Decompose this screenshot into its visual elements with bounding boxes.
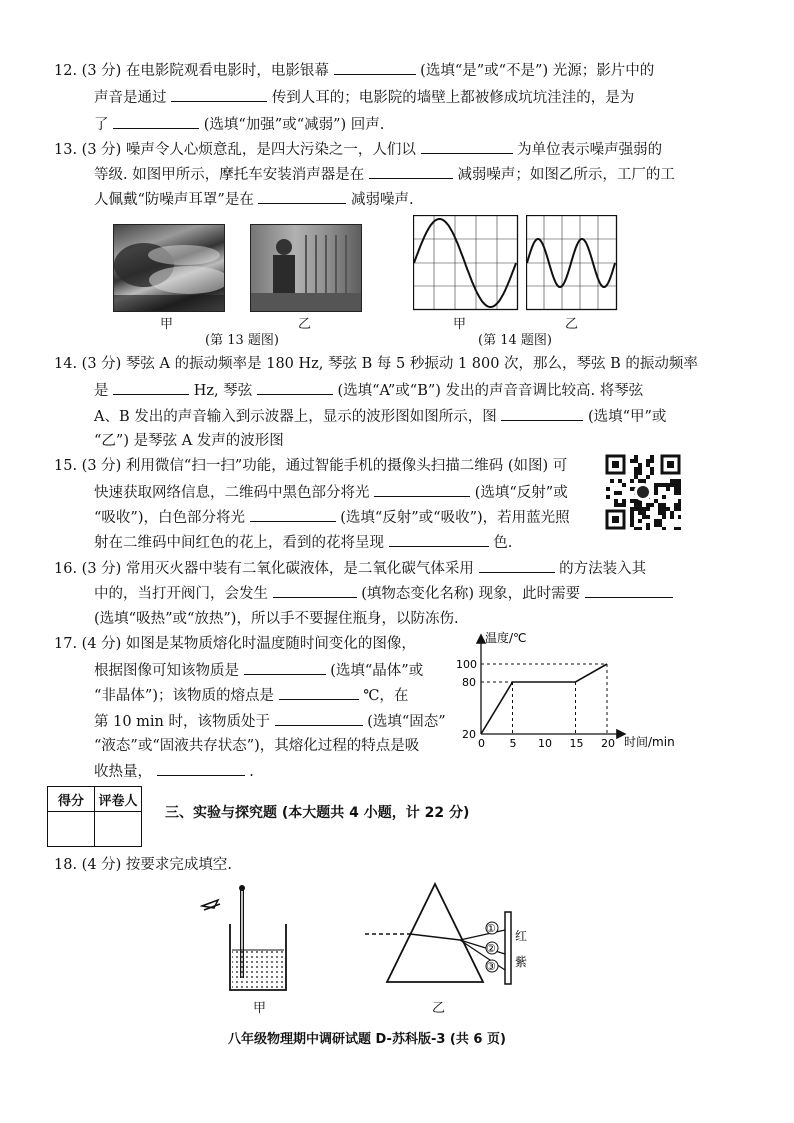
fig18-label-a: 甲 [253, 1001, 267, 1016]
beaker-thermometer-figure [200, 880, 290, 1000]
ray-label-1: ① [486, 922, 496, 935]
page-footer: 八年级物理期中调研试题 D-苏科版-3 (共 6 页) [228, 1032, 506, 1047]
q14-text: A、B 发出的声音输入到示波器上，显示的波形图如图所示，图 [94, 409, 497, 425]
q16-text: 中的，当打开阀门，会发生 [94, 586, 268, 602]
grader-header: 评卷人 [95, 787, 142, 812]
q18-line1: 18. (4 分) 按要求完成填空. [54, 857, 233, 873]
q15-text: 快速获取网络信息，二维码中黑色部分将光 [94, 485, 370, 501]
q15-blank-1[interactable] [374, 482, 470, 497]
q15-line1: 15. (3 分) 利用微信“扫一扫”功能，通过智能手机的摄像头扫描二维码 (如图) 可 [54, 458, 568, 474]
q17-blank-3[interactable] [275, 711, 363, 726]
q12-line2 [94, 87, 634, 108]
q14-line3 [94, 406, 666, 427]
q14-blank-3[interactable] [501, 406, 583, 421]
q12-text: 传到人耳的；电影院的墙壁上都被修成坑坑洼洼的，是为 [271, 90, 635, 106]
y-tick-label: 80 [462, 676, 476, 689]
fig13-label-b: 乙 [298, 317, 312, 332]
q17-line3 [94, 685, 408, 706]
q17-text: (选填“固态” [367, 714, 446, 730]
chart-ylabel: 温度/℃ [485, 631, 527, 645]
q17-line1: 17. (4 分) 如图是某物质熔化时温度随时间变化的图像， [54, 636, 416, 652]
q13-text: 人佩戴“防噪声耳罩”是在 [94, 192, 254, 208]
q17-text: ℃，在 [363, 688, 409, 704]
q13-line1 [54, 139, 662, 160]
fig14-label-a: 甲 [453, 317, 467, 332]
q15-text: “吸收”)，白色部分将光 [94, 510, 245, 526]
prism [387, 884, 483, 982]
q12-text: (选填“加强”或“减弱”) 回声. [203, 117, 385, 133]
q12-blank-3[interactable] [113, 114, 199, 129]
q15-line2 [94, 482, 568, 503]
q17-text: (选填“晶体”或 [330, 663, 424, 679]
q12-blank-1[interactable] [334, 60, 416, 75]
q14-text: (选填“A”或“B”) 发出的声音音调比较高. 将琴弦 [337, 383, 644, 399]
q16-text: 16. (3 分) 常用灭火器中装有二氧化碳液体，是二氧化碳气体采用 [54, 561, 474, 577]
q13-text: 减弱噪声；如图乙所示，工厂的工 [457, 167, 675, 183]
melting-curve-chart [448, 630, 678, 750]
q15-text: (选填“反射”或“吸收”)，若用蓝光照 [340, 510, 570, 526]
q17-line5: “液态”或“固液共存状态”)，其熔化过程的特点是吸 [94, 738, 420, 754]
q16-blank-1[interactable] [479, 558, 555, 573]
hand-icon [202, 900, 220, 910]
waveform-a [413, 215, 519, 311]
factory-worker-photo [250, 224, 362, 312]
fig18-label-b: 乙 [432, 1001, 446, 1016]
q17-text: . [249, 764, 254, 780]
x-tick-label: 0 [478, 737, 485, 750]
fig14-label-b: 乙 [565, 317, 579, 332]
x-tick-label: 5 [509, 737, 517, 750]
muffler-illustration [114, 225, 224, 311]
q13-blank-1[interactable] [421, 139, 513, 154]
fig13-caption: (第 13 题图) [205, 333, 279, 348]
q15-text: 色. [493, 535, 513, 551]
q13-text: 等级. 如图甲所示，摩托车安装消声器是在 [94, 167, 365, 183]
section3-title: 三、实验与探究题 (本大题共 4 小题，计 22 分) [165, 805, 470, 821]
red-label: 红 [515, 929, 528, 943]
q17-line6 [94, 761, 254, 782]
motorcycle-muffler-photo [113, 224, 225, 312]
q16-line2 [94, 583, 673, 604]
qr-code [605, 454, 681, 530]
fig14-caption: (第 14 题图) [478, 333, 552, 348]
q13-line3 [94, 189, 414, 210]
beaker-liquid [232, 950, 284, 988]
q17-text: “非晶体”)；该物质的熔点是 [94, 688, 274, 704]
q13-text: 为单位表示噪声强弱的 [517, 142, 663, 158]
q17-line2 [94, 660, 423, 681]
prism-dispersion-figure [365, 882, 535, 992]
q14-blank-2[interactable] [257, 380, 333, 395]
q14-text: 是 [94, 383, 109, 399]
q12-blank-2[interactable] [171, 87, 267, 102]
screen [505, 912, 511, 984]
worker-illustration [251, 225, 361, 311]
q17-blank-4[interactable] [157, 761, 245, 776]
q13-text: 13. (3 分) 噪声令人心烦意乱，是四大污染之一，人们以 [54, 142, 416, 158]
q14-text: (选填“甲”或 [587, 409, 667, 425]
q13-text: 减弱噪声. [351, 192, 414, 208]
q17-text: 收热量， [94, 764, 152, 780]
q17-text: 根据图像可知该物质是 [94, 663, 239, 679]
q17-blank-2[interactable] [279, 685, 359, 700]
ray-label-3: ③ [486, 960, 496, 973]
q14-line2 [94, 380, 643, 401]
score-header: 得分 [48, 787, 95, 812]
x-tick-label: 10 [538, 737, 552, 750]
x-tick-label: 20 [601, 737, 615, 750]
violet-label: 紫 [515, 955, 528, 969]
q16-blank-2[interactable] [273, 583, 357, 598]
q13-blank-3[interactable] [258, 189, 346, 204]
q12-text: 声音是通过 [94, 90, 167, 106]
q16-line3: (选填“吸热”或“放热”)，所以手不要握住瓶身，以防冻伤. [94, 611, 459, 627]
fig13-label-a: 甲 [160, 317, 174, 332]
q17-text: 第 10 min 时，该物质处于 [94, 714, 271, 730]
y-tick-label: 100 [456, 658, 477, 671]
grader-cell[interactable] [95, 812, 142, 847]
q13-line2 [94, 164, 675, 185]
waveform-b [526, 215, 618, 311]
q15-line3 [94, 507, 570, 528]
q15-blank-3[interactable] [389, 532, 489, 547]
q13-blank-2[interactable] [369, 164, 453, 179]
q12-text: 12. (3 分) 在电影院观看电影时，电影银幕 [54, 63, 329, 79]
q14-line1: 14. (3 分) 琴弦 A 的振动频率是 180 Hz, 琴弦 B 每 5 秒振动 1 800 次，那么，琴弦 B 的振动频率 [54, 356, 698, 372]
q17-line4 [94, 711, 446, 732]
x-tick-label: 15 [569, 737, 584, 750]
q12-line1 [54, 60, 654, 81]
ray-label-2: ② [486, 942, 496, 955]
q15-blank-2[interactable] [250, 507, 336, 522]
q16-text: (填物态变化名称) 现象，此时需要 [361, 586, 581, 602]
melting-curve-line [481, 664, 607, 734]
q15-text: 射在二维码中间红色的花上，看到的花将呈现 [94, 535, 384, 551]
q14-text: Hz, 琴弦 [193, 383, 253, 399]
score-cell[interactable] [48, 812, 95, 847]
score-table [47, 786, 142, 847]
q12-text: (选填“是”或“不是”) 光源；影片中的 [420, 63, 655, 79]
q16-blank-3[interactable] [585, 583, 673, 598]
q14-blank-1[interactable] [113, 380, 189, 395]
q16-line1 [54, 558, 646, 579]
y-tick-label: 20 [462, 728, 476, 741]
q17-blank-1[interactable] [244, 660, 326, 675]
chart-xlabel: 时间/min [624, 735, 675, 749]
q15-line4 [94, 532, 512, 553]
q12-line3 [94, 114, 384, 135]
q16-text: 的方法装入其 [559, 561, 647, 577]
q15-text: (选填“反射”或 [474, 485, 568, 501]
q12-text: 了 [94, 117, 109, 133]
q14-line4: “乙”) 是琴弦 A 发声的波形图 [94, 433, 284, 449]
